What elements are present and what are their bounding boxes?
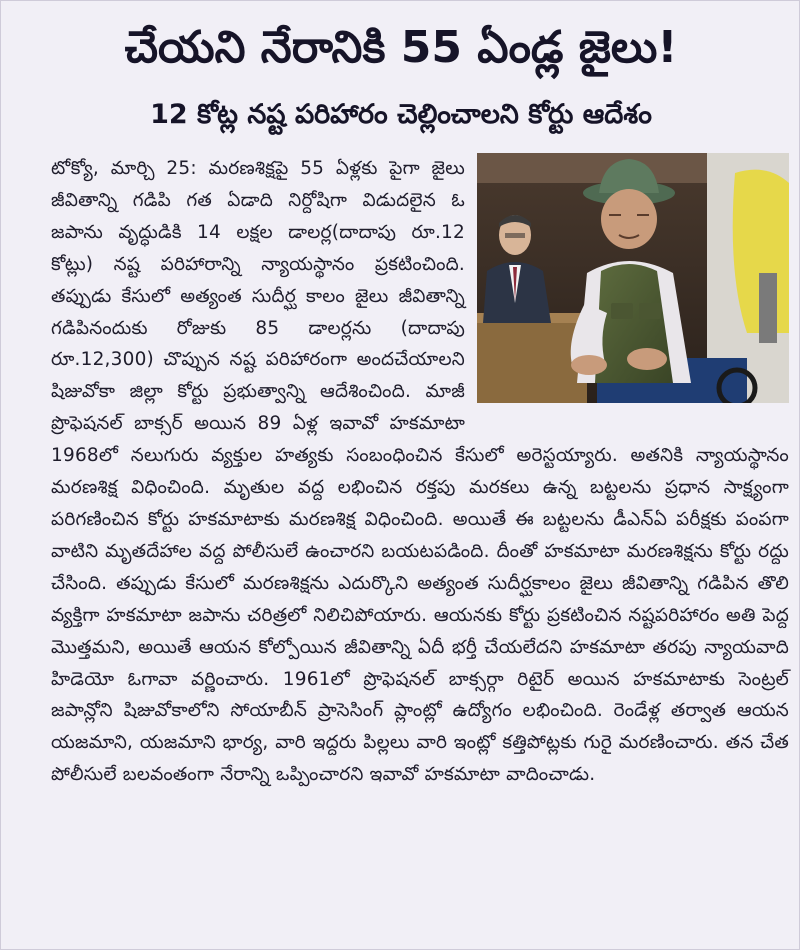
article-body-text: టోక్యో, మార్చి 25: మరణశిక్షపై 55 ఏళ్లకు పైగా జైలు జీవితాన్ని గడిపి గత ఏడాది నిర్దోషిగా విడుదలైన ఓ జపాను వృద్ధుడికి 14 లక్షల డాలర్ల(దాదాపు రూ.12 కోట్లు) నష్ట పరిహారాన్ని న్యాయస్థానం ప్రకటించింది. తప్పుడు కేసులో అత్యంత సుదీర్ఘ కాలం జైలు జీవితాన్ని గడిపినందుకు రోజుకు 85 డాలర్లను (దాదాపు రూ.12,300) చొప్పున నష్ట పరిహారంగా అందచేయాలని షిజువోకా జిల్లా కోర్టు ప్రభుత్వాన్ని ఆదేశించింది. మాజీ ప్రొఫెషనల్ బాక్సర్ అయిన 89 ఏళ్ల ఇవావో హకమాటా 1968లో నలుగురు వ్యక్తుల హత్యకు సంబంధించిన కేసులో అరెస్టయ్యారు. అతనికి న్యాయస్థానం మరణశిక్ష విధించింది. మృతుల వద్ద లభించిన రక్తపు మరకలు ఉన్న బట్టలను ప్రధాన సాక్ష్యంగా పరిగణించిన కోర్టు హకమాటాకు మరణశిక్ష విధించింది. అయితే ఈ బట్టలను డీఎన్ఏ పరీక్షకు పంపగా వాటిని మృతదేహాల వద్ద పోలీసులే ఉంచారని బయటపడింది. దీంతో హకమాటా మరణశిక్షను కోర్టు రద్దు చేసింది. తప్పుడు కేసులో మరణశిక్షను ఎదుర్కొని అత్యంత సుదీర్ఘకాలం జైలు జీవితాన్ని గడిపిన తొలి వ్యక్తిగా హకమాటా జపాను చరిత్రలో నిలిచిపోయారు. ఆయనకు కోర్టు ప్రకటించిన నష్టపరిహారం అతి పెద్ద మొత్తమని, అయితే ఆయన కోల్పోయిన జీవితాన్ని ఏదీ భర్తీ చేయలేదని హకమాటా తరపు న్యాయవాది హిడెయో ఓగావా వర్ణించారు. 1961లో ప్రొఫెషనల్ బాక్సర్గా రిటైర్ అయిన హకమాటాకు సెంట్రల్ జపాన్లోని షిజువోకాలోని సోయాబీన్ ప్రాసెసింగ్ ప్లాంట్లో ఉద్యోగం లభించింది. రెండేళ్ల తర్వాత ఆయన యజమాని, యజమాని భార్య, వారి ఇద్దరు పిల్లలు వారి ఇంట్లో కత్తిపోట్లకు గురై మరణించారు. తన చేత పోలీసులే బలవంతంగా నేరాన్ని ఒప్పించారని ఇవావో హకమాటా వాదించాడు.	[51, 158, 789, 786]
article-body	[51, 153, 789, 791]
headline: చేయని నేరానికి 55 ఏండ్ల జైలు!	[124, 22, 678, 73]
news-photo-icon	[477, 153, 789, 403]
subheadline: 12 కోట్ల నష్ట పరిహారం చెల్లించాలని కోర్టు ఆదేశం	[150, 99, 652, 130]
photo-illustration	[477, 153, 789, 403]
